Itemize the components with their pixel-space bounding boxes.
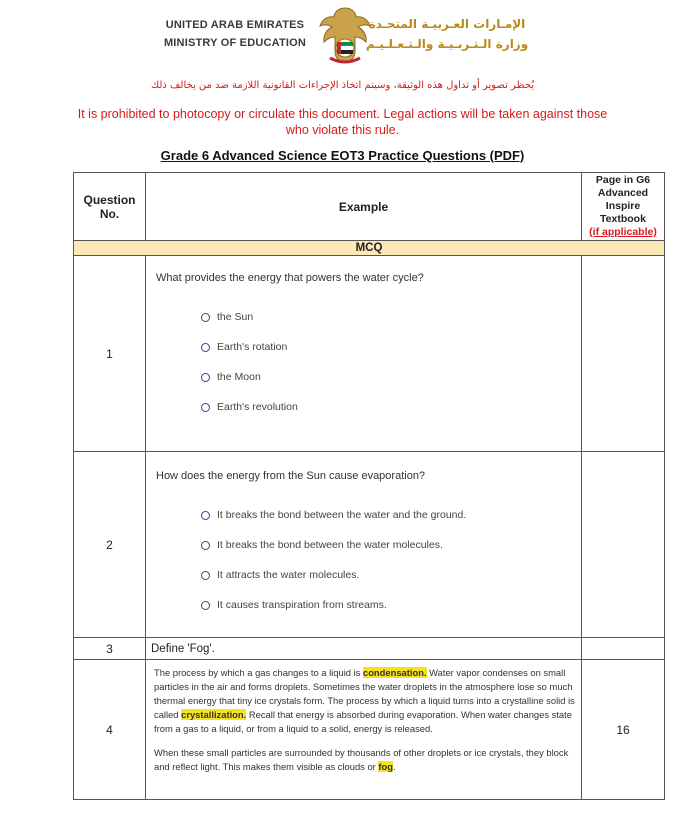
page-ref: 16 xyxy=(582,660,665,800)
warning-arabic: يُحظر تصوير أو تداول هذه الوثيقة، وسيتم اتخاذ الإجراءات القانونية اللازمة ضد من يخالف ذلك xyxy=(150,80,535,91)
radio-icon[interactable] xyxy=(201,571,210,580)
header-page-note: (if applicable) xyxy=(589,226,657,238)
section-row-mcq xyxy=(74,241,665,256)
page-ref xyxy=(582,452,665,638)
header-ar-line2: وزارة الـتـربـيـة والـتـعـلـيـم xyxy=(365,37,529,51)
table-row xyxy=(74,256,665,452)
passage-paragraph-1 xyxy=(154,666,575,736)
question-number: 1 xyxy=(74,256,146,452)
header-page-line1: Page in G6 xyxy=(595,174,651,186)
radio-icon[interactable] xyxy=(201,343,210,352)
page-ref xyxy=(582,256,665,452)
option-label: the Moon xyxy=(217,371,261,383)
question-number: 4 xyxy=(74,660,146,800)
header-question-no: Question No. xyxy=(74,173,146,241)
header-page xyxy=(582,173,665,241)
header-page-line4: Textbook xyxy=(600,213,646,225)
header-page-line3: Inspire xyxy=(605,200,641,212)
question-text: How does the energy from the Sun cause evaporation? xyxy=(156,470,426,482)
questions-table xyxy=(73,172,665,800)
passage-paragraph-2 xyxy=(154,746,575,774)
option[interactable] xyxy=(201,362,581,392)
question-number: 2 xyxy=(74,452,146,638)
option[interactable] xyxy=(201,530,581,560)
options-list xyxy=(201,302,581,422)
document-title: Grade 6 Advanced Science EOT3 Practice Questions (PDF) xyxy=(160,148,525,163)
option-label: It causes transpiration from streams. xyxy=(217,599,387,611)
option[interactable] xyxy=(201,500,581,530)
option-label: the Sun xyxy=(217,311,254,323)
passage-text: Recall that energy is absorbed during evaporation. When water changes state from a gas to a liquid, or from a liquid to a solid, energy is released. xyxy=(154,709,572,734)
option[interactable] xyxy=(201,392,581,422)
option[interactable] xyxy=(201,590,581,620)
radio-icon[interactable] xyxy=(201,313,210,322)
radio-icon[interactable] xyxy=(201,373,210,382)
passage-text: . xyxy=(392,761,396,772)
option-label: It attracts the water molecules. xyxy=(217,569,360,581)
option[interactable] xyxy=(201,332,581,362)
option-label: Earth's rotation xyxy=(217,341,288,353)
header-example: Example xyxy=(146,173,582,241)
header-en-line1: UNITED ARAB EMIRATES xyxy=(165,19,305,31)
option-label: Earth's revolution xyxy=(217,401,298,413)
header-en-line2: MINISTRY OF EDUCATION xyxy=(163,37,307,49)
table-row xyxy=(74,660,665,800)
question-number: 3 xyxy=(74,638,146,660)
question-cell xyxy=(146,452,582,638)
radio-icon[interactable] xyxy=(201,541,210,550)
option-label: It breaks the bond between the water and the ground. xyxy=(217,509,467,521)
highlight-fog: fog xyxy=(378,761,393,772)
question-text: Define 'Fog'. xyxy=(146,638,582,660)
radio-icon[interactable] xyxy=(201,403,210,412)
section-label: MCQ xyxy=(74,241,665,256)
highlight-condensation: condensation. xyxy=(362,667,427,678)
passage-text: Water vapor condenses on small particles in the air and forms droplets. Sometimes the water droplets in the atmosphere lose so much thermal energy that tiny ice crystals form. The process by which a liquid turns into a crystalline solid is called xyxy=(154,667,575,720)
table-row xyxy=(74,452,665,638)
question-cell xyxy=(146,660,582,800)
header-ar xyxy=(362,14,532,54)
options-list xyxy=(201,500,581,620)
highlight-crystallization: crystallization. xyxy=(181,709,247,720)
radio-icon[interactable] xyxy=(201,511,210,520)
option[interactable] xyxy=(201,302,581,332)
option[interactable] xyxy=(201,560,581,590)
page-ref xyxy=(582,638,665,660)
passage xyxy=(146,660,581,774)
passage-text: The process by which a gas changes to a liquid is xyxy=(154,667,363,678)
option-label: It breaks the bond between the water molecules. xyxy=(217,539,443,551)
question-text: What provides the energy that powers the water cycle? xyxy=(156,272,424,284)
header-page-line2: Advanced xyxy=(597,187,649,199)
table-header-row xyxy=(74,173,665,241)
warning-english: It is prohibited to photocopy or circulate this document. Legal actions will be taken against those who violate this rule. xyxy=(77,107,608,137)
header-en xyxy=(150,16,320,52)
question-cell xyxy=(146,256,582,452)
table-row xyxy=(74,638,665,660)
header-ar-line1: الإمـارات العـربيـة المتحـدة xyxy=(368,17,526,31)
radio-icon[interactable] xyxy=(201,601,210,610)
passage-text: When these small particles are surrounded by thousands of other droplets or ice crystals, they block and reflect light. This makes them visible as clouds or xyxy=(154,747,569,772)
